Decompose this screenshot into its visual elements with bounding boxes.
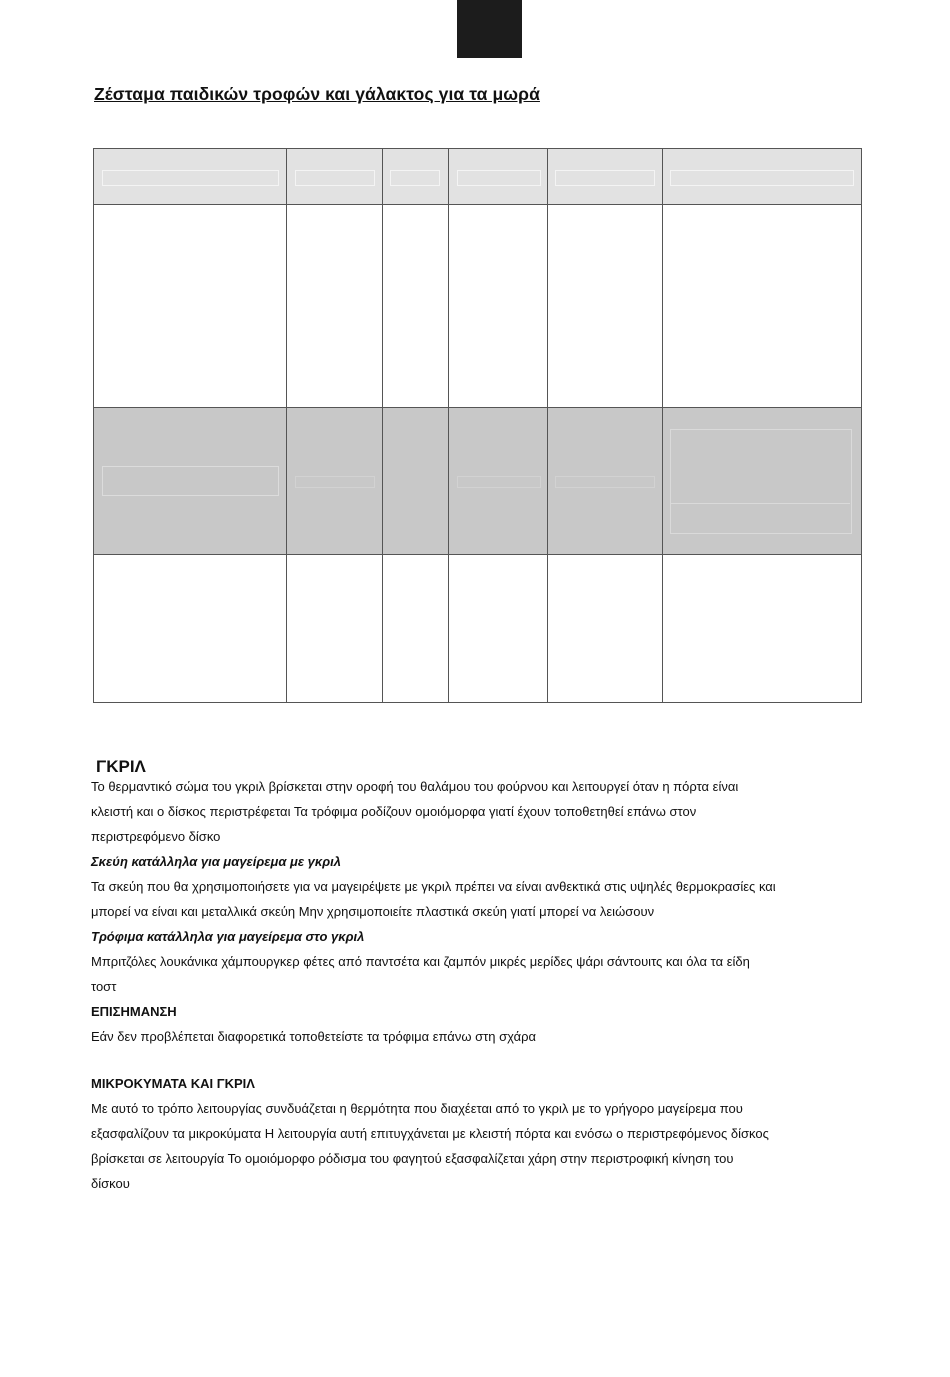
ghost-outline xyxy=(295,170,375,186)
table-row xyxy=(94,205,862,408)
combi-heading: ΜΙΚΡΟΚΥΜΑΤΑ ΚΑΙ ΓΚΡΙΛ xyxy=(91,1076,255,1091)
table-cell xyxy=(287,555,383,703)
baby-food-table xyxy=(93,148,862,703)
note-text: Εάν δεν προβλέπεται διαφορετικά τοποθετείστε τα τρόφιμα επάνω στη σχάρα xyxy=(91,1029,537,1044)
table-cell xyxy=(383,205,449,408)
table-cell xyxy=(94,555,287,703)
combi-section xyxy=(91,1071,861,1196)
table-cell xyxy=(449,205,548,408)
foods-line: τοστ xyxy=(91,979,117,994)
ghost-outline xyxy=(295,476,375,488)
table-cell xyxy=(449,555,548,703)
table-row xyxy=(94,555,862,703)
note-heading: ΕΠΙΣΗΜΑΝΣΗ xyxy=(91,1004,177,1019)
table-cell xyxy=(663,205,862,408)
ghost-outline xyxy=(670,503,850,504)
utensils-line: μπορεί να είναι και μεταλλικά σκεύη Μην χρησιμοποιείτε πλαστικά σκεύη γιατί μπορεί να λειώσουν xyxy=(91,904,655,919)
table-cell xyxy=(383,408,449,555)
combi-line: εξασφαλίζουν τα μικροκύματα Η λειτουργία αυτή επιτυγχάνεται με κλειστή πόρτα και ενόσω ο περιστρεφόμενος δίσκος xyxy=(91,1126,769,1141)
table-cell xyxy=(548,205,663,408)
page-title: Ζέσταμα παιδικών τροφών και γάλακτος για τα μωρά xyxy=(94,84,540,104)
ghost-outline xyxy=(457,476,541,488)
page-corner-tab xyxy=(457,0,522,58)
grill-section xyxy=(91,774,861,1049)
ghost-outline xyxy=(670,170,854,186)
combi-line: δίσκου xyxy=(91,1176,130,1191)
ghost-outline xyxy=(102,170,279,186)
grill-intro-line: κλειστή και ο δίσκος περιστρέφεται Τα τρόφιμα ροδίζουν ομοιόμορφα γιατί έχουν τοποθετηθεί επάνω στον xyxy=(91,804,697,819)
combi-line: βρίσκεται σε λειτουργία Το ομοιόμορφο ρόδισμα του φαγητού εξασφαλίζεται χάρη στην περιστροφική κίνηση του xyxy=(91,1151,734,1166)
foods-heading: Τρόφιμα κατάλληλα για μαγείρεμα στο γκριλ xyxy=(91,929,365,944)
table-cell xyxy=(548,555,663,703)
grill-intro-line: Το θερμαντικό σώμα του γκριλ βρίσκεται στην οροφή του θαλάμου του φούρνου και λειτουργεί όταν η πόρτα είναι xyxy=(91,779,739,794)
grill-intro-line: περιστρεφόμενο δίσκο xyxy=(91,829,221,844)
ghost-outline xyxy=(555,476,655,488)
ghost-outline xyxy=(102,466,279,496)
ghost-outline xyxy=(390,170,440,186)
table-cell xyxy=(287,205,383,408)
table-cell xyxy=(94,205,287,408)
ghost-outline xyxy=(555,170,655,186)
combi-line: Με αυτό το τρόπο λειτουργίας συνδυάζεται η θερμότητα που διαχέεται από το γκριλ με το γρήγορο μαγείρεμα που xyxy=(91,1101,743,1116)
table-cell xyxy=(383,555,449,703)
foods-line: Μπριτζόλες λουκάνικα χάμπουργκερ φέτες από παντσέτα και ζαμπόν μικρές μερίδες ψάρι σάντουιτς και όλα τα είδη xyxy=(91,954,750,969)
ghost-outline xyxy=(670,429,852,534)
ghost-outline xyxy=(457,170,541,186)
table-cell xyxy=(663,555,862,703)
grill-heading: ΓΚΡΙΛ xyxy=(96,757,146,776)
utensils-line: Τα σκεύη που θα χρησιμοποιήσετε για να μαγειρέψετε με γκριλ πρέπει να είναι ανθεκτικά στις υψηλές θερμοκρασίες και xyxy=(91,879,776,894)
utensils-heading: Σκεύη κατάλληλα για μαγείρεμα με γκριλ xyxy=(91,854,341,869)
